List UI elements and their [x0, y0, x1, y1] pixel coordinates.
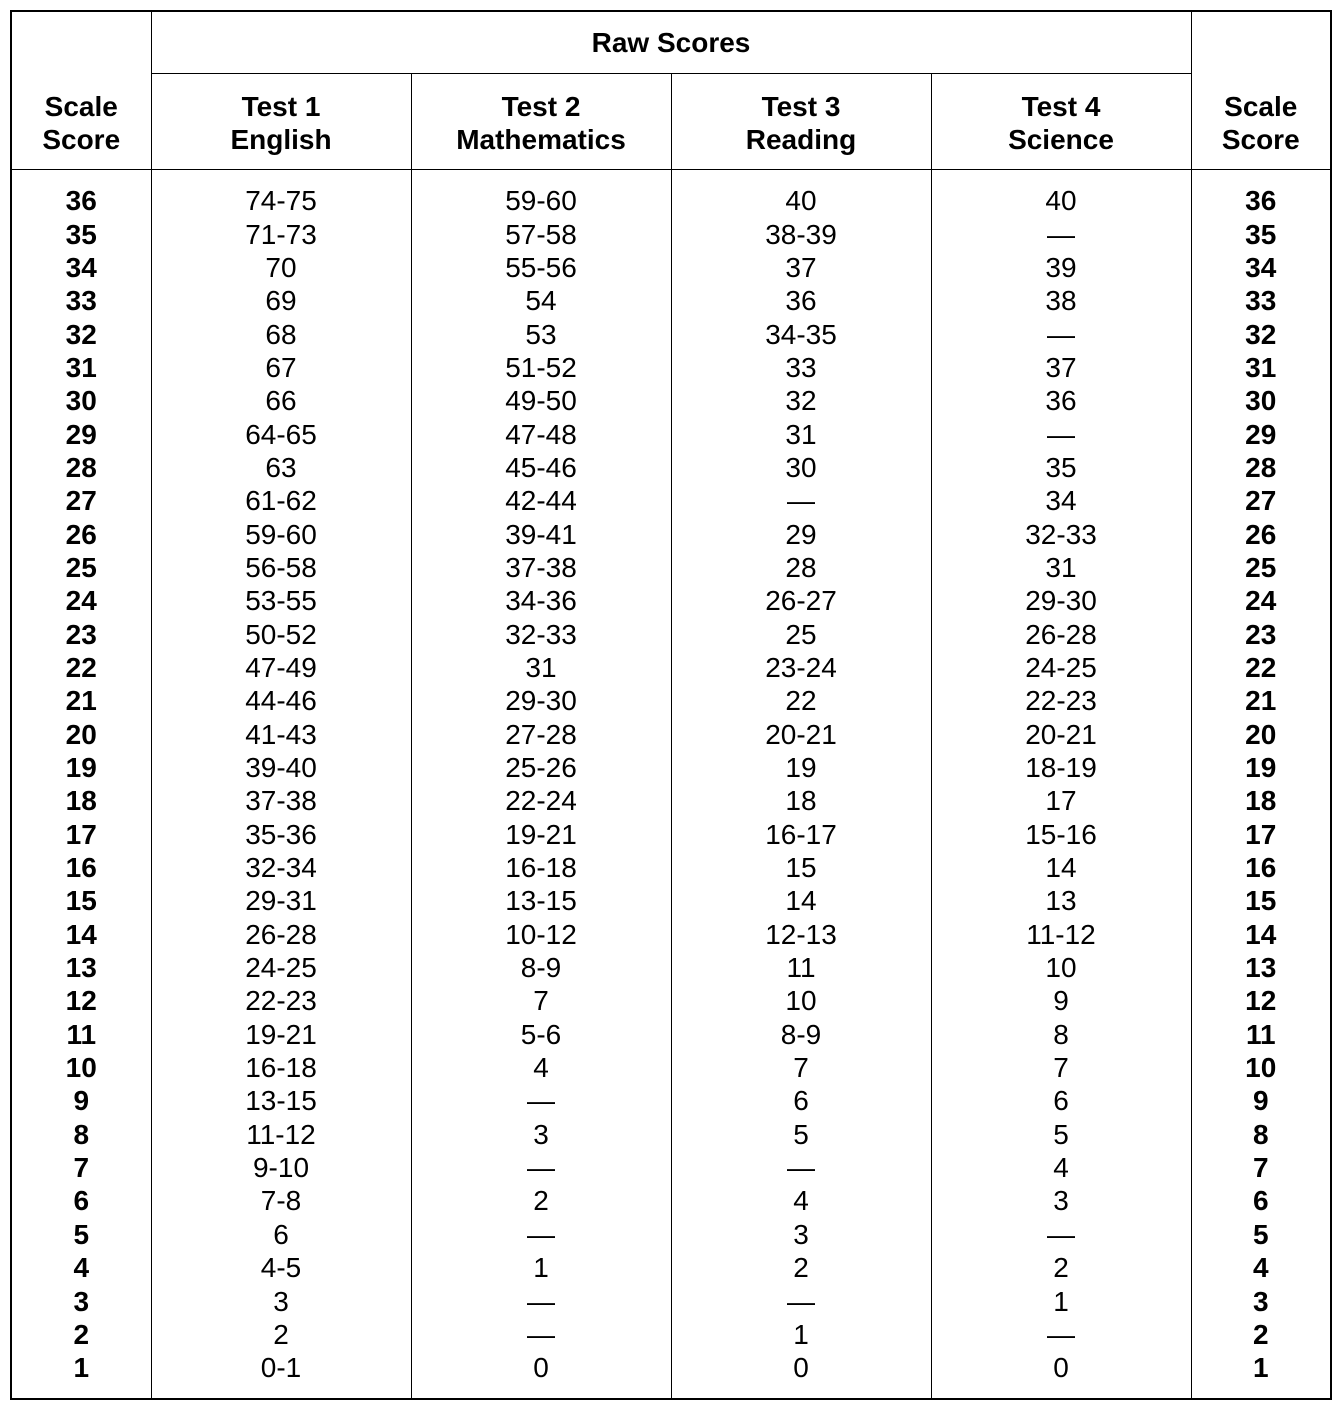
- cell-reading: 34-35: [671, 317, 931, 350]
- cell-science: 0: [931, 1351, 1191, 1399]
- cell-reading: 0: [671, 1351, 931, 1399]
- cell-scale-score-left: 14: [11, 918, 151, 951]
- cell-mathematics: 5-6: [411, 1018, 671, 1051]
- cell-science: 15-16: [931, 818, 1191, 851]
- cell-science: —: [931, 1218, 1191, 1251]
- cell-mathematics: 42-44: [411, 484, 671, 517]
- cell-scale-score-left: 19: [11, 751, 151, 784]
- cell-science: 4: [931, 1151, 1191, 1184]
- cell-mathematics: 34-36: [411, 584, 671, 617]
- cell-scale-score-right: 32: [1191, 317, 1331, 350]
- cell-mathematics: 55-56: [411, 251, 671, 284]
- cell-science: 20-21: [931, 718, 1191, 751]
- cell-english: 6: [151, 1218, 411, 1251]
- header-test-mathematics: [411, 74, 671, 170]
- cell-scale-score-left: 27: [11, 484, 151, 517]
- cell-scale-score-right: 18: [1191, 784, 1331, 817]
- cell-scale-score-right: 2: [1191, 1318, 1331, 1351]
- score-conversion-table: [10, 10, 1332, 1400]
- cell-scale-score-right: 6: [1191, 1184, 1331, 1217]
- table-row: [11, 1118, 1331, 1151]
- cell-english: 29-31: [151, 884, 411, 917]
- cell-science: 29-30: [931, 584, 1191, 617]
- cell-mathematics: 13-15: [411, 884, 671, 917]
- header-test-science: [931, 74, 1191, 170]
- cell-scale-score-right: 11: [1191, 1018, 1331, 1051]
- table-row: [11, 1351, 1331, 1399]
- cell-scale-score-right: 14: [1191, 918, 1331, 951]
- cell-scale-score-right: 20: [1191, 718, 1331, 751]
- cell-science: 24-25: [931, 651, 1191, 684]
- cell-reading: 12-13: [671, 918, 931, 951]
- cell-scale-score-left: 10: [11, 1051, 151, 1084]
- header-scale-line1: Scale: [44, 91, 118, 122]
- cell-mathematics: 54: [411, 284, 671, 317]
- cell-mathematics: 45-46: [411, 451, 671, 484]
- cell-reading: 14: [671, 884, 931, 917]
- cell-reading: 33: [671, 351, 931, 384]
- cell-reading: —: [671, 1284, 931, 1317]
- cell-science: 31: [931, 551, 1191, 584]
- cell-reading: 32: [671, 384, 931, 417]
- table-row: [11, 918, 1331, 951]
- cell-mathematics: —: [411, 1318, 671, 1351]
- table-row: [11, 551, 1331, 584]
- table-row: [11, 170, 1331, 218]
- header-test-reading: [671, 74, 931, 170]
- table-row: [11, 751, 1331, 784]
- cell-science: 2: [931, 1251, 1191, 1284]
- cell-science: 34: [931, 484, 1191, 517]
- cell-english: 63: [151, 451, 411, 484]
- cell-science: 35: [931, 451, 1191, 484]
- table-row: [11, 1218, 1331, 1251]
- cell-scale-score-left: 32: [11, 317, 151, 350]
- cell-science: 37: [931, 351, 1191, 384]
- cell-reading: 22: [671, 684, 931, 717]
- table-row: [11, 517, 1331, 550]
- cell-scale-score-left: 21: [11, 684, 151, 717]
- cell-scale-score-right: 24: [1191, 584, 1331, 617]
- cell-scale-score-left: 6: [11, 1184, 151, 1217]
- header-scale-score-left: [11, 11, 151, 170]
- header-score-line2: Score: [1221, 124, 1300, 155]
- table-row: [11, 684, 1331, 717]
- test-number: Test 1: [241, 90, 321, 122]
- cell-english: 41-43: [151, 718, 411, 751]
- cell-mathematics: 4: [411, 1051, 671, 1084]
- cell-reading: —: [671, 484, 931, 517]
- cell-science: 6: [931, 1084, 1191, 1117]
- cell-scale-score-right: 13: [1191, 951, 1331, 984]
- cell-reading: 16-17: [671, 818, 931, 851]
- table-row: [11, 1018, 1331, 1051]
- cell-science: 39: [931, 251, 1191, 284]
- table-row: [11, 1151, 1331, 1184]
- cell-reading: 25: [671, 617, 931, 650]
- cell-mathematics: 49-50: [411, 384, 671, 417]
- cell-reading: 5: [671, 1118, 931, 1151]
- table-row: [11, 317, 1331, 350]
- cell-mathematics: —: [411, 1218, 671, 1251]
- cell-mathematics: 32-33: [411, 617, 671, 650]
- table-row: [11, 718, 1331, 751]
- table-row: [11, 984, 1331, 1017]
- cell-reading: 40: [671, 170, 931, 218]
- cell-english: 7-8: [151, 1184, 411, 1217]
- cell-mathematics: 47-48: [411, 417, 671, 450]
- cell-scale-score-right: 21: [1191, 684, 1331, 717]
- cell-reading: 26-27: [671, 584, 931, 617]
- cell-mathematics: 37-38: [411, 551, 671, 584]
- cell-mathematics: —: [411, 1151, 671, 1184]
- cell-reading: 29: [671, 517, 931, 550]
- cell-mathematics: 51-52: [411, 351, 671, 384]
- cell-scale-score-left: 1: [11, 1351, 151, 1399]
- cell-reading: 37: [671, 251, 931, 284]
- cell-scale-score-right: 3: [1191, 1284, 1331, 1317]
- cell-scale-score-left: 33: [11, 284, 151, 317]
- cell-science: —: [931, 217, 1191, 250]
- cell-scale-score-right: 30: [1191, 384, 1331, 417]
- cell-mathematics: 59-60: [411, 170, 671, 218]
- cell-scale-score-right: 29: [1191, 417, 1331, 450]
- cell-science: —: [931, 417, 1191, 450]
- cell-reading: 7: [671, 1051, 931, 1084]
- table-row: [11, 818, 1331, 851]
- cell-english: 9-10: [151, 1151, 411, 1184]
- cell-science: 1: [931, 1284, 1191, 1317]
- test-subject: Reading: [745, 123, 857, 155]
- cell-mathematics: 27-28: [411, 718, 671, 751]
- cell-scale-score-right: 19: [1191, 751, 1331, 784]
- cell-english: 67: [151, 351, 411, 384]
- cell-mathematics: 1: [411, 1251, 671, 1284]
- cell-reading: 11: [671, 951, 931, 984]
- cell-scale-score-right: 25: [1191, 551, 1331, 584]
- table-row: [11, 1051, 1331, 1084]
- test-subject: Science: [1008, 123, 1114, 155]
- cell-scale-score-left: 34: [11, 251, 151, 284]
- cell-english: 22-23: [151, 984, 411, 1017]
- test-number: Test 2: [501, 90, 581, 122]
- cell-mathematics: 53: [411, 317, 671, 350]
- cell-english: 24-25: [151, 951, 411, 984]
- table-row: [11, 1184, 1331, 1217]
- cell-reading: 2: [671, 1251, 931, 1284]
- cell-scale-score-left: 26: [11, 517, 151, 550]
- header-score-line2: Score: [42, 124, 121, 155]
- cell-english: 2: [151, 1318, 411, 1351]
- cell-english: 16-18: [151, 1051, 411, 1084]
- table-row: [11, 451, 1331, 484]
- table-row: [11, 884, 1331, 917]
- cell-scale-score-left: 31: [11, 351, 151, 384]
- cell-scale-score-left: 24: [11, 584, 151, 617]
- cell-reading: 15: [671, 851, 931, 884]
- cell-reading: 23-24: [671, 651, 931, 684]
- cell-mathematics: 16-18: [411, 851, 671, 884]
- cell-mathematics: 39-41: [411, 517, 671, 550]
- cell-scale-score-left: 2: [11, 1318, 151, 1351]
- cell-scale-score-right: 36: [1191, 170, 1331, 218]
- cell-scale-score-left: 36: [11, 170, 151, 218]
- cell-scale-score-right: 15: [1191, 884, 1331, 917]
- cell-mathematics: —: [411, 1084, 671, 1117]
- cell-scale-score-left: 9: [11, 1084, 151, 1117]
- cell-scale-score-right: 7: [1191, 1151, 1331, 1184]
- table-row: [11, 951, 1331, 984]
- cell-english: 71-73: [151, 217, 411, 250]
- cell-reading: 8-9: [671, 1018, 931, 1051]
- cell-scale-score-left: 8: [11, 1118, 151, 1151]
- cell-mathematics: 8-9: [411, 951, 671, 984]
- cell-scale-score-left: 28: [11, 451, 151, 484]
- table-row: [11, 784, 1331, 817]
- cell-scale-score-left: 17: [11, 818, 151, 851]
- cell-science: 32-33: [931, 517, 1191, 550]
- cell-science: 26-28: [931, 617, 1191, 650]
- table-body: [11, 170, 1331, 1400]
- table-row: [11, 1318, 1331, 1351]
- cell-english: 39-40: [151, 751, 411, 784]
- cell-english: 70: [151, 251, 411, 284]
- cell-scale-score-left: 18: [11, 784, 151, 817]
- cell-scale-score-right: 1: [1191, 1351, 1331, 1399]
- table-row: [11, 851, 1331, 884]
- cell-english: 44-46: [151, 684, 411, 717]
- cell-reading: 30: [671, 451, 931, 484]
- cell-scale-score-right: 33: [1191, 284, 1331, 317]
- cell-scale-score-right: 27: [1191, 484, 1331, 517]
- cell-mathematics: 10-12: [411, 918, 671, 951]
- cell-english: 11-12: [151, 1118, 411, 1151]
- cell-scale-score-left: 29: [11, 417, 151, 450]
- cell-scale-score-right: 8: [1191, 1118, 1331, 1151]
- cell-reading: 3: [671, 1218, 931, 1251]
- cell-scale-score-right: 22: [1191, 651, 1331, 684]
- cell-mathematics: 0: [411, 1351, 671, 1399]
- cell-scale-score-left: 4: [11, 1251, 151, 1284]
- cell-scale-score-right: 16: [1191, 851, 1331, 884]
- cell-reading: 6: [671, 1084, 931, 1117]
- cell-english: 69: [151, 284, 411, 317]
- cell-science: 17: [931, 784, 1191, 817]
- cell-english: 59-60: [151, 517, 411, 550]
- header-scale-score-right: [1191, 11, 1331, 170]
- table-row: [11, 417, 1331, 450]
- cell-mathematics: 3: [411, 1118, 671, 1151]
- cell-scale-score-left: 20: [11, 718, 151, 751]
- cell-scale-score-right: 34: [1191, 251, 1331, 284]
- cell-mathematics: 7: [411, 984, 671, 1017]
- cell-reading: 38-39: [671, 217, 931, 250]
- cell-english: 50-52: [151, 617, 411, 650]
- cell-english: 19-21: [151, 1018, 411, 1051]
- cell-science: 13: [931, 884, 1191, 917]
- cell-mathematics: 29-30: [411, 684, 671, 717]
- cell-english: 4-5: [151, 1251, 411, 1284]
- cell-scale-score-right: 5: [1191, 1218, 1331, 1251]
- cell-science: 8: [931, 1018, 1191, 1051]
- cell-reading: 19: [671, 751, 931, 784]
- cell-reading: —: [671, 1151, 931, 1184]
- test-subject: Mathematics: [456, 123, 626, 155]
- cell-reading: 31: [671, 417, 931, 450]
- cell-science: 22-23: [931, 684, 1191, 717]
- cell-mathematics: 31: [411, 651, 671, 684]
- header-raw-scores: Raw Scores: [151, 11, 1191, 74]
- cell-english: 64-65: [151, 417, 411, 450]
- cell-reading: 36: [671, 284, 931, 317]
- test-number: Test 4: [1021, 90, 1101, 122]
- cell-english: 13-15: [151, 1084, 411, 1117]
- cell-scale-score-left: 7: [11, 1151, 151, 1184]
- table-row: [11, 384, 1331, 417]
- cell-scale-score-left: 35: [11, 217, 151, 250]
- cell-scale-score-right: 17: [1191, 818, 1331, 851]
- cell-english: 56-58: [151, 551, 411, 584]
- header-scale-line1: Scale: [1224, 91, 1298, 122]
- cell-english: 32-34: [151, 851, 411, 884]
- cell-science: 10: [931, 951, 1191, 984]
- cell-mathematics: —: [411, 1284, 671, 1317]
- cell-mathematics: 22-24: [411, 784, 671, 817]
- cell-science: —: [931, 1318, 1191, 1351]
- cell-mathematics: 57-58: [411, 217, 671, 250]
- cell-reading: 20-21: [671, 718, 931, 751]
- table-row: [11, 484, 1331, 517]
- cell-english: 68: [151, 317, 411, 350]
- cell-science: 9: [931, 984, 1191, 1017]
- cell-scale-score-right: 28: [1191, 451, 1331, 484]
- cell-english: 0-1: [151, 1351, 411, 1399]
- cell-scale-score-right: 26: [1191, 517, 1331, 550]
- cell-english: 74-75: [151, 170, 411, 218]
- table-row: [11, 217, 1331, 250]
- cell-science: 38: [931, 284, 1191, 317]
- cell-english: 3: [151, 1284, 411, 1317]
- cell-science: 18-19: [931, 751, 1191, 784]
- cell-scale-score-left: 3: [11, 1284, 151, 1317]
- cell-mathematics: 25-26: [411, 751, 671, 784]
- cell-english: 61-62: [151, 484, 411, 517]
- cell-english: 37-38: [151, 784, 411, 817]
- table-row: [11, 1251, 1331, 1284]
- cell-english: 26-28: [151, 918, 411, 951]
- test-number: Test 3: [761, 90, 841, 122]
- cell-science: —: [931, 317, 1191, 350]
- cell-science: 36: [931, 384, 1191, 417]
- cell-reading: 28: [671, 551, 931, 584]
- table-row: [11, 351, 1331, 384]
- table-row: [11, 651, 1331, 684]
- cell-scale-score-left: 12: [11, 984, 151, 1017]
- cell-science: 7: [931, 1051, 1191, 1084]
- cell-reading: 18: [671, 784, 931, 817]
- cell-scale-score-right: 35: [1191, 217, 1331, 250]
- cell-scale-score-right: 23: [1191, 617, 1331, 650]
- cell-reading: 1: [671, 1318, 931, 1351]
- cell-scale-score-left: 30: [11, 384, 151, 417]
- cell-scale-score-right: 12: [1191, 984, 1331, 1017]
- cell-scale-score-left: 13: [11, 951, 151, 984]
- cell-scale-score-right: 31: [1191, 351, 1331, 384]
- test-subject: English: [230, 123, 332, 155]
- cell-reading: 4: [671, 1184, 931, 1217]
- table-row: [11, 617, 1331, 650]
- cell-reading: 10: [671, 984, 931, 1017]
- cell-english: 47-49: [151, 651, 411, 684]
- cell-scale-score-left: 5: [11, 1218, 151, 1251]
- cell-scale-score-left: 16: [11, 851, 151, 884]
- table-row: [11, 584, 1331, 617]
- cell-english: 35-36: [151, 818, 411, 851]
- table-row: [11, 251, 1331, 284]
- cell-science: 11-12: [931, 918, 1191, 951]
- cell-scale-score-left: 22: [11, 651, 151, 684]
- cell-science: 40: [931, 170, 1191, 218]
- cell-scale-score-left: 15: [11, 884, 151, 917]
- cell-scale-score-left: 11: [11, 1018, 151, 1051]
- cell-science: 3: [931, 1184, 1191, 1217]
- cell-english: 66: [151, 384, 411, 417]
- table-row: [11, 284, 1331, 317]
- cell-mathematics: 19-21: [411, 818, 671, 851]
- table-row: [11, 1084, 1331, 1117]
- table-row: [11, 1284, 1331, 1317]
- cell-scale-score-left: 25: [11, 551, 151, 584]
- cell-science: 5: [931, 1118, 1191, 1151]
- cell-scale-score-left: 23: [11, 617, 151, 650]
- cell-english: 53-55: [151, 584, 411, 617]
- cell-scale-score-right: 10: [1191, 1051, 1331, 1084]
- cell-scale-score-right: 9: [1191, 1084, 1331, 1117]
- cell-mathematics: 2: [411, 1184, 671, 1217]
- cell-science: 14: [931, 851, 1191, 884]
- header-test-english: [151, 74, 411, 170]
- cell-scale-score-right: 4: [1191, 1251, 1331, 1284]
